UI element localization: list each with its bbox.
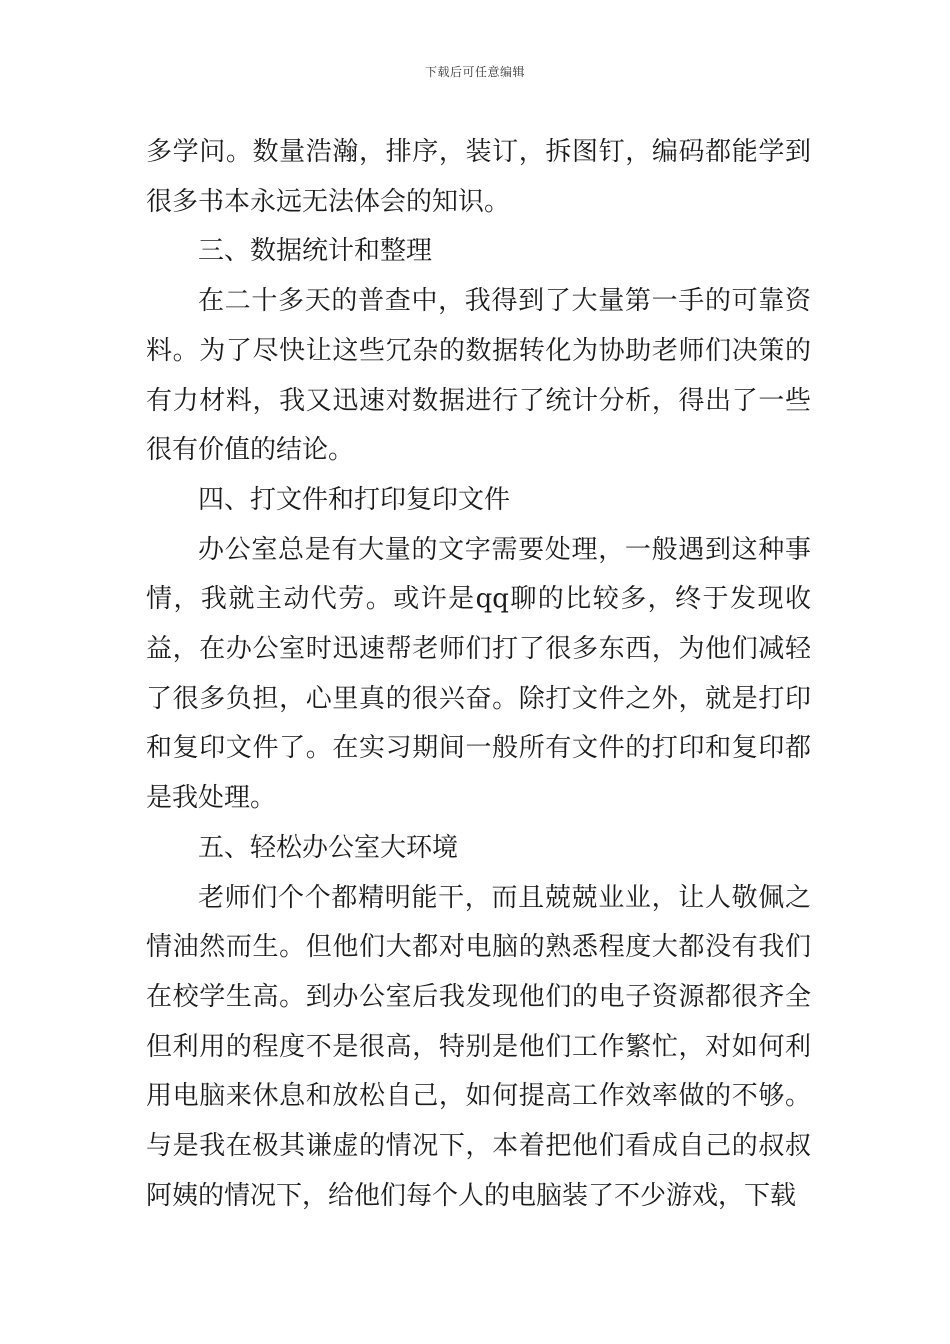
document-body bbox=[146, 128, 811, 1221]
section-heading-3: 三、数据统计和整理 bbox=[198, 236, 433, 267]
section-heading-5: 五、轻松办公室大环境 bbox=[198, 832, 459, 863]
page-header: 下载后可任意编辑 bbox=[424, 65, 525, 79]
paragraph-typing-printing: 办公室总是有大量的文字需要处理，一般遇到这种事情，我就主动代劳。或许是qq聊的比较多，终于发现收益，在办公室时迅速帮老师们打了很多东西，为他们减轻了很多负担，心里真的很兴奋。除打文件之外，就是打印和复印文件了。在实习期间一般所有文件的打印和复印都是我处理。 bbox=[146, 534, 811, 814]
paragraph-continuation: 多学问。数量浩瀚，排序，装订，拆图钉，编码都能学到很多书本永远无法体会的知识。 bbox=[146, 137, 811, 217]
section-heading-4: 四、打文件和打印复印文件 bbox=[198, 484, 511, 515]
paragraph-office-environment: 老师们个个都精明能干，而且兢兢业业，让人敬佩之情油然而生。但他们大都对电脑的熟悉程度大都没有我们在校学生高。到办公室后我发现他们的电子资源都很齐全但利用的程度不是很高，特别是他们工作繁忙，对如何利用电脑来休息和放松自己，如何提高工作效率做的不够。与是我在极其谦虚的情况下，本着把他们看成自己的叔叔阿姨的情况下，给他们每个人的电脑装了不少游戏，下载 bbox=[146, 882, 811, 1211]
paragraph-data-statistics: 在二十多天的普查中，我得到了大量第一手的可靠资料。为了尽快让这些冗杂的数据转化为协助老师们决策的有力材料，我又迅速对数据进行了统计分析，得出了一些很有价值的结论。 bbox=[146, 286, 811, 466]
